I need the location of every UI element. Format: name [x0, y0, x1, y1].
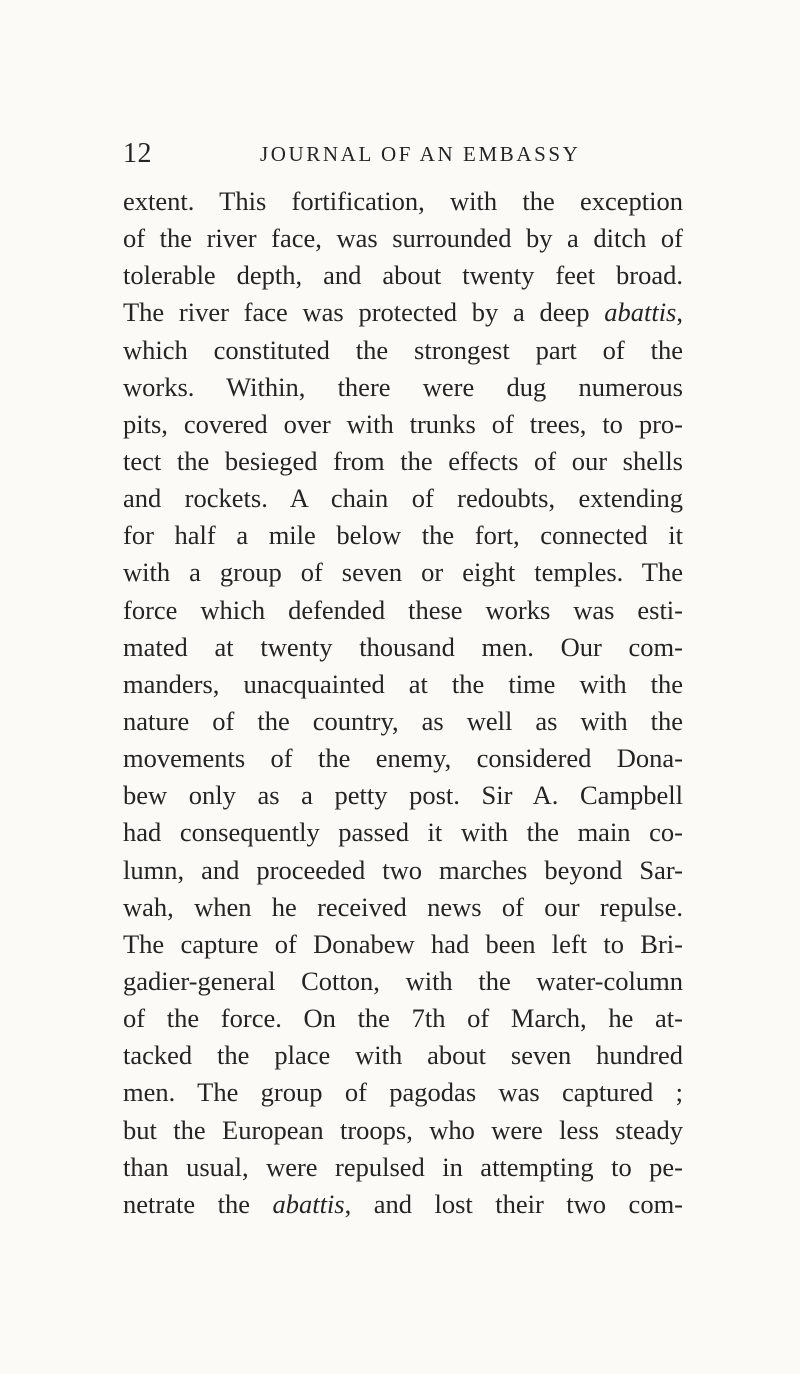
page-number: 12 — [123, 138, 152, 169]
text-line: and rockets. A chain of redoubts, extending — [123, 483, 683, 514]
text-line: netrate the abattis, and lost their two com- — [123, 1188, 684, 1219]
text-line: with a group of seven or eight temples. The — [123, 557, 683, 588]
text-line: The river face was protected by a deep abattis, — [123, 297, 683, 328]
text-line: tect the besieged from the effects of our shells — [123, 445, 683, 476]
text-line: nature of the country, as well as with the — [123, 705, 683, 736]
text-line: of the force. On the 7th of March, he at- — [123, 1003, 683, 1034]
text-line: which constituted the strongest part of the — [123, 334, 683, 365]
text-line: force which defended these works was esti- — [123, 594, 683, 625]
text-line: wah, when he received news of our repulse. — [123, 891, 683, 922]
text-line: but the European troops, who were less steady — [123, 1114, 683, 1145]
text-line: bew only as a petty post. Sir A. Campbell — [123, 780, 683, 811]
text-line: had consequently passed it with the main co- — [123, 817, 683, 848]
text-line: men. The group of pagodas was captured ; — [123, 1077, 683, 1108]
italic-term: abattis — [272, 1188, 345, 1219]
italic-term: abattis — [604, 297, 677, 328]
running-head: JOURNAL OF AN EMBASSY — [260, 142, 581, 166]
body-text — [123, 183, 683, 1223]
text-line: of the river face, was surrounded by a ditch of — [123, 223, 683, 254]
text-line: movements of the enemy, considered Dona- — [123, 743, 683, 774]
page-header — [123, 134, 603, 174]
text-line: lumn, and proceeded two marches beyond Sar- — [123, 854, 683, 885]
text-line: than usual, were repulsed in attempting to pe- — [123, 1151, 683, 1182]
text-line: tolerable depth, and about twenty feet broad. — [123, 260, 683, 291]
text-line: tacked the place with about seven hundred — [123, 1040, 683, 1071]
text-line: mated at twenty thousand men. Our com- — [123, 631, 683, 662]
text-line: extent. This fortification, with the exception — [123, 186, 683, 216]
text-line: works. Within, there were dug numerous — [123, 371, 683, 402]
text-line: for half a mile below the fort, connected it — [123, 520, 683, 551]
text-line: pits, covered over with trunks of trees, to pro- — [123, 408, 683, 439]
text-line: The capture of Donabew had been left to Bri- — [123, 928, 683, 959]
text-line: gadier-general Cotton, with the water-column — [123, 965, 683, 996]
text-line: manders, unacquainted at the time with the — [123, 668, 683, 699]
